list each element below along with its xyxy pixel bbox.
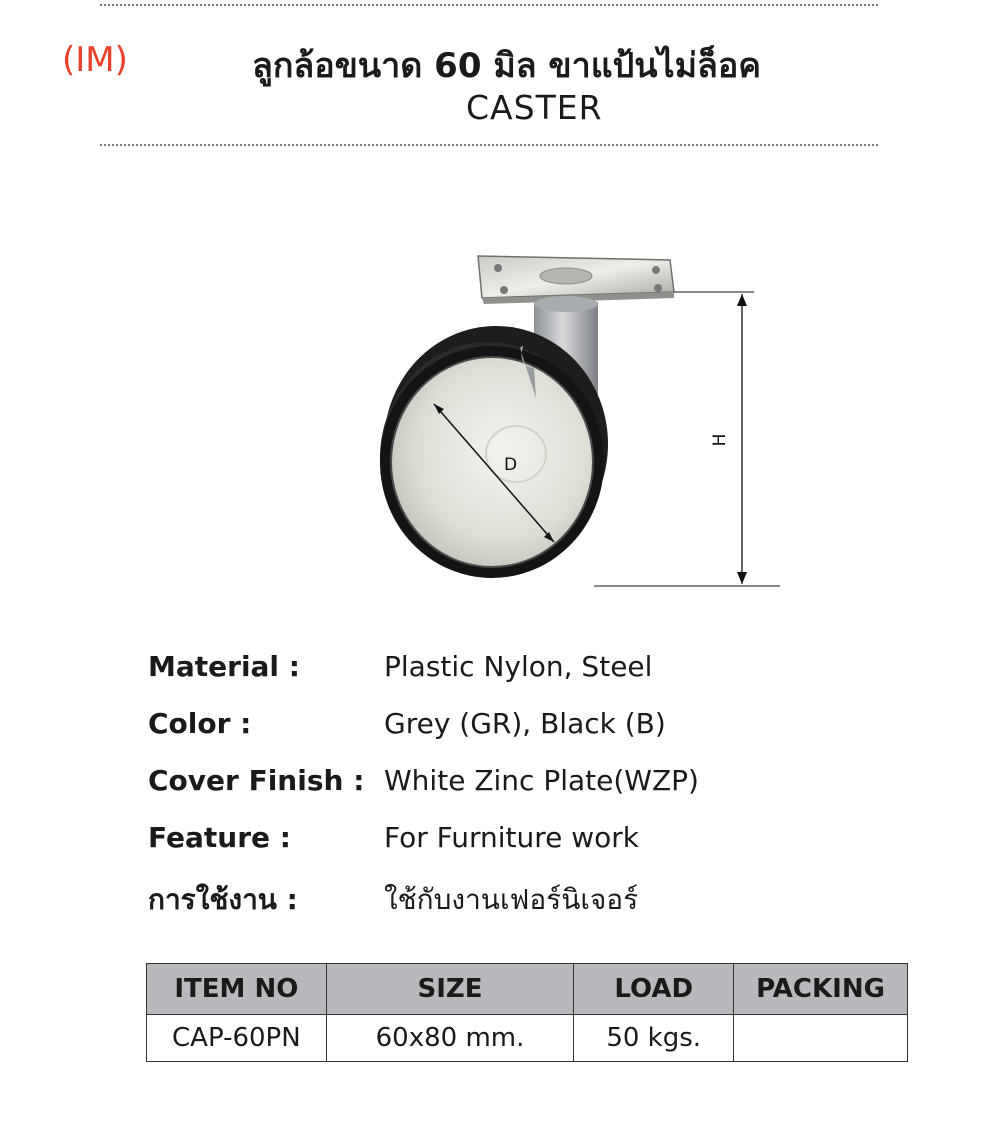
cell-size: 60x80 mm. — [326, 1015, 574, 1062]
diameter-label: D — [504, 455, 518, 475]
column-header-item-no: ITEM NO — [147, 964, 327, 1015]
product-title-thai: ลูกล้อขนาด 60 มิล ขาแป้นไม่ล็อค — [252, 46, 761, 86]
height-label: H — [710, 433, 730, 447]
brand-tag: (IM) — [62, 40, 128, 80]
spec-row-color — [148, 707, 848, 764]
spec-value: Grey (GR), Black (B) — [384, 707, 666, 740]
cell-load: 50 kgs. — [574, 1015, 734, 1062]
height-dimension — [594, 292, 780, 586]
item-table — [146, 963, 908, 1062]
spec-value: ใช้กับงานเฟอร์นิเจอร์ — [384, 883, 639, 916]
caster-illustration — [370, 248, 790, 596]
table-header-row — [147, 964, 908, 1015]
spec-label: Cover Finish : — [148, 764, 365, 797]
spec-label: Feature : — [148, 821, 291, 854]
column-header-load: LOAD — [574, 964, 734, 1015]
top-dotted-rule — [100, 4, 878, 6]
spec-list — [148, 650, 848, 935]
spec-value: White Zinc Plate(WZP) — [384, 764, 699, 797]
spec-label: การใช้งาน : — [148, 883, 298, 916]
spec-row-usage — [148, 878, 848, 935]
spec-label: Material : — [148, 650, 300, 683]
caster-wheel — [380, 326, 608, 578]
spec-row-material — [148, 650, 848, 707]
product-title-english: CASTER — [466, 88, 603, 127]
spec-value: For Furniture work — [384, 821, 640, 854]
column-header-size: SIZE — [326, 964, 574, 1015]
spec-label: Color : — [148, 707, 252, 740]
title-dotted-rule — [100, 144, 878, 146]
spec-value: Plastic Nylon, Steel — [384, 650, 653, 683]
spec-row-cover-finish — [148, 764, 848, 821]
cell-item-no: CAP-60PN — [147, 1015, 327, 1062]
cell-packing — [734, 1015, 908, 1062]
spec-row-feature — [148, 821, 848, 878]
column-header-packing: PACKING — [734, 964, 908, 1015]
table-row — [147, 1015, 908, 1062]
